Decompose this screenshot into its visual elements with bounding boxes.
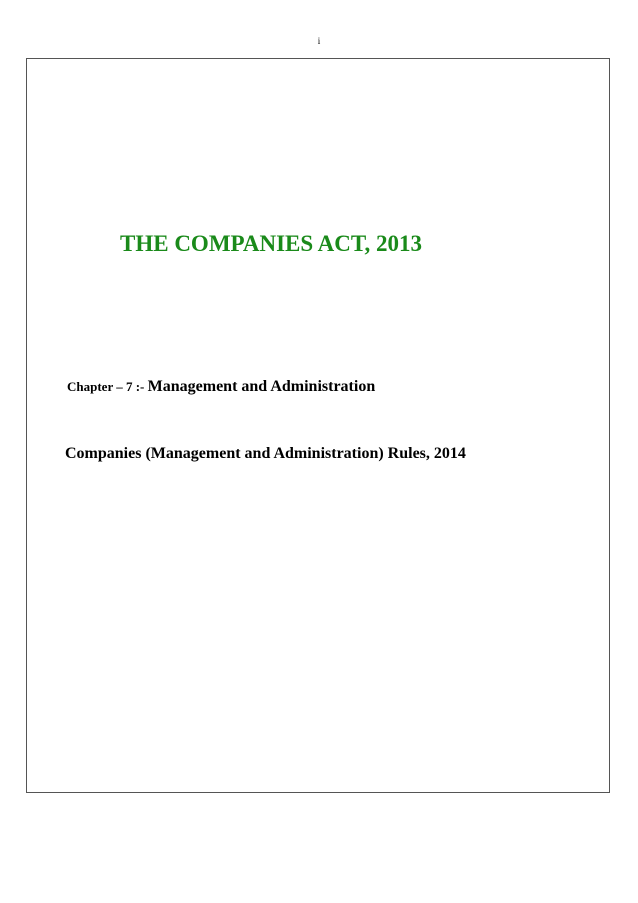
document-title: THE COMPANIES ACT, 2013: [120, 231, 423, 256]
page-border: [26, 58, 610, 793]
chapter-number: Chapter – 7 :-: [67, 379, 148, 394]
page-number: i: [317, 36, 321, 46]
rules-title: Companies (Management and Administration) Rules, 2014: [65, 445, 466, 462]
chapter-title: Management and Administration: [147, 378, 376, 395]
chapter-heading: [67, 376, 375, 398]
